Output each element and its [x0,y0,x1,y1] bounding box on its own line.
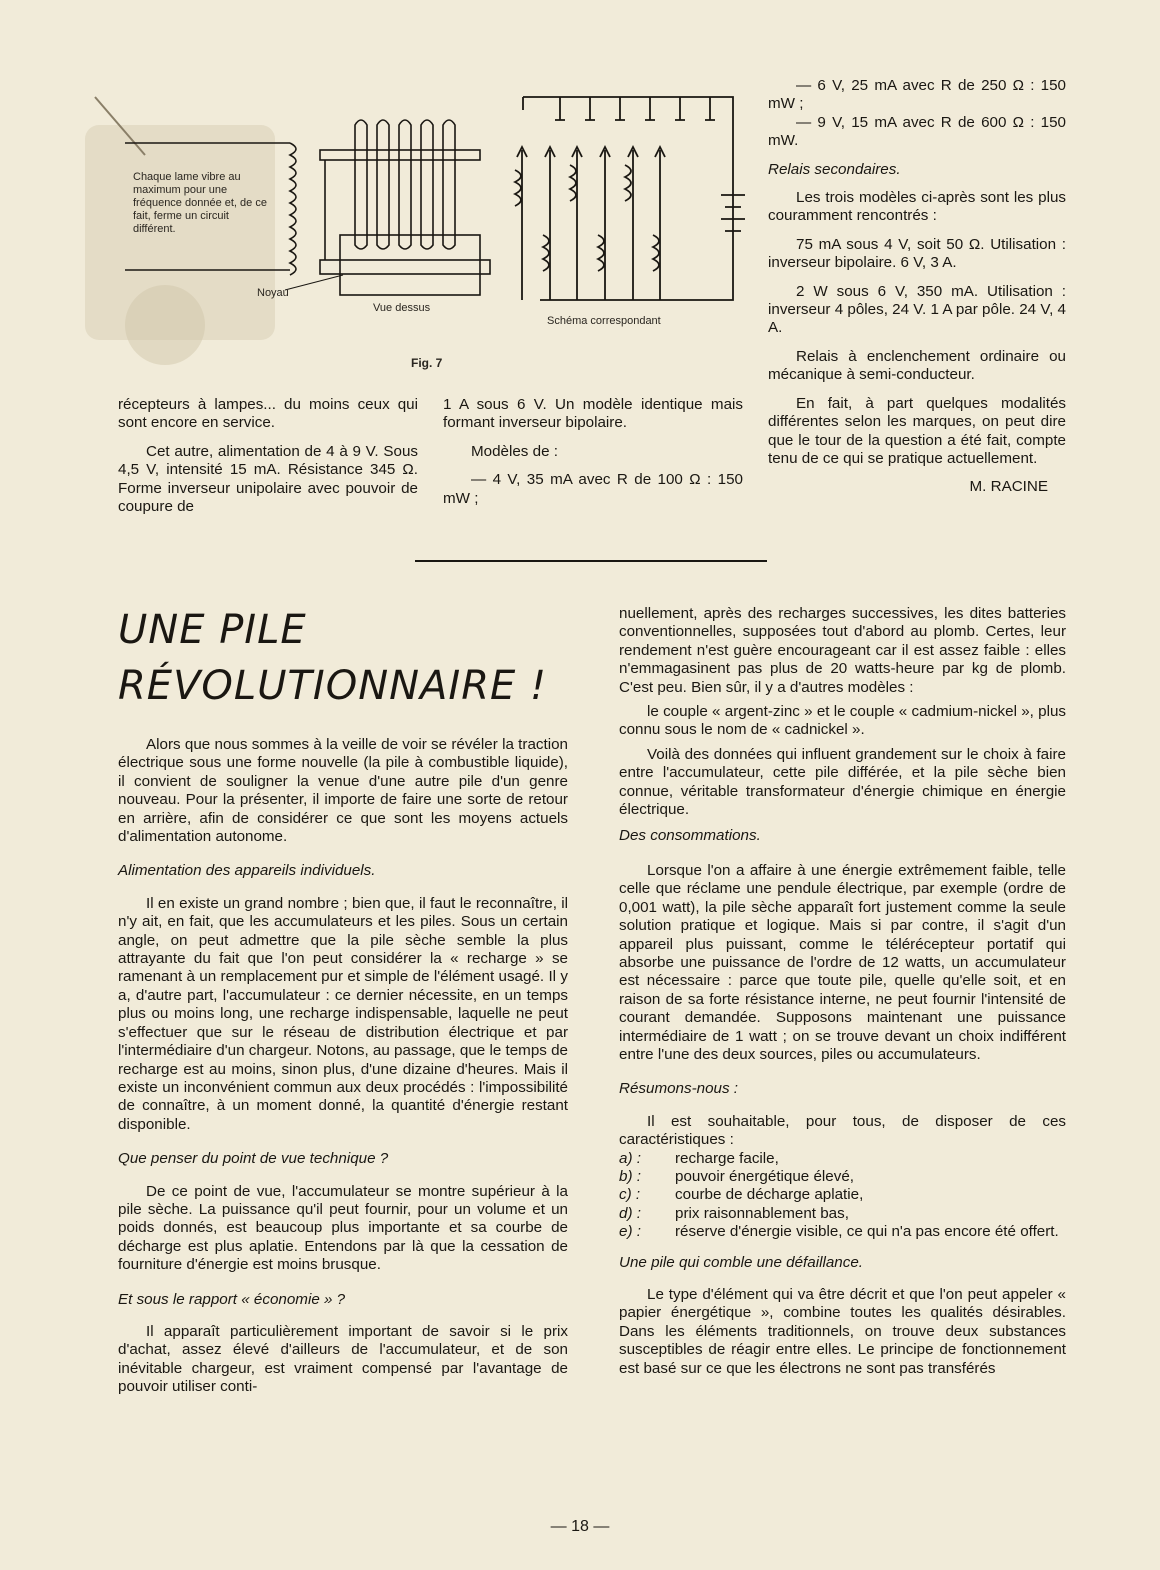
coil-turns-left [290,143,296,275]
heading-economie: Et sous le rapport « économie » ? [118,1290,346,1308]
faded-device-dial [125,285,205,365]
top-col3-list-1: — 6 V, 25 mA avec R de 250 Ω : 150 mW ; [768,77,1066,113]
top-column-2 [443,396,743,508]
list-item: e) : réserve d'énergie visible, ce qui n'a pas encore été offert. [619,1223,1059,1241]
noyau-pointer [285,275,343,290]
list-item: d) : prix raisonnablement bas, [619,1204,849,1222]
top-col3-p5: En fait, à part quelques modalités différentes selon les marques, on peut dire que le tour de la question a été fait, compte tenu de ce qui se pratique actuellement. [768,394,1066,467]
label-schema: Schéma correspondant [547,315,661,327]
heading-resumons: Résumons-nous : [619,1080,739,1098]
heading-technique: Que penser du point de vue technique ? [118,1150,389,1168]
para-donnees: Voilà des données qui influent grandement sur le choix à faire entre l'accumulateur, cette pile différée, et la pile sèche bien connue, véritable transformateur d'énergie chimique en énergie électrique. [619,745,1066,819]
page-number: — 18 — [550,1518,610,1535]
list-item: a) : recharge facile, [619,1149,779,1167]
list-item: b) : pouvoir énergétique élevé, [619,1167,855,1185]
heading-alimentation: Alimentation des appareils individuels. [118,862,376,880]
core-bottom [320,260,490,274]
fig-label: Fig. 7 [411,356,443,370]
top-column-1 [118,396,418,516]
para-resumons: Il est souhaitable, pour tous, de disposer de ces caractéristiques : [619,1112,1066,1149]
figure-note: Chaque lame vibre au maximum pour une fréquence donnée et, de ce fait, ferme un circuit différent. [133,171,267,235]
section-divider [415,560,767,562]
para-continuation: nuellement, après des recharges successives, les dites batteries conventionnelles, supposées tout d'abord au plomb. Certes, leur rendement n'est guère encourageant car il est assez faible : elles n'emmagasinent pas plus de 20 watts-heure par kg de plomb. C'est peu. Bien sûr, il y a d'autres modèles : [619,605,1066,696]
top-col2-p1: 1 A sous 6 V. Un modèle identique mais formant inverseur bipolaire. [443,396,743,432]
para-consommations: Lorsque l'on a affaire à une énergie extrêmement faible, telle celle que réclame une pendule électrique, par exemple (ordre de 0,001 watt), la pile sèche apparaît fort justement comme la seule solution pratique et logique. Mais si par contre, il s'agit d'un appareil plus puissant, comme le télérécepteur portatif qui absorbe une puissance de l'ordre de 12 watts, un accumulateur est nécessaire : parce que toute pile, quelle qu'elle soit, et en raison de sa forte résistance interne, ne peut fournir l'intensité de courant demandée. Supposons maintenant une puissance intermédiaire de 1 watt ; on se trouve devant un choix indifférent entre l'une des deux sources, piles ou accumulateurs. [619,861,1066,1063]
title-line-2: RÉVOLUTIONNAIRE ! [118,663,548,709]
title-line-1: UNE PILE [118,607,307,653]
heading-defaillance: Une pile qui comble une défaillance. [619,1253,864,1271]
top-col3-list-2: — 9 V, 15 mA avec R de 600 Ω : 150 mW. [768,113,1066,150]
characteristics-list [619,1150,1066,1242]
para-couples: le couple « argent-zinc » et le couple « cadmium-nickel », plus connu sous le nom de « cadnickel ». [619,703,1066,739]
para-technique: De ce point de vue, l'accumulateur se montre supérieur à la pile sèche. La puissance qu'il peut fournir, pour un volume et un poids donnés, est beaucoup plus importante et sa courbe de décharge est plus aplatie. Entendons par là que la cessation de fourniture d'énergie est moins brusque. [118,1182,568,1274]
top-col3-p2: 75 mA sous 4 V, soit 50 Ω. Utilisation : inverseur bipolaire. 6 V, 3 A. [768,235,1066,272]
para-economie: Il apparaît particulièrement important de savoir si le prix d'achat, assez élevé d'ailleurs de l'accumulateur, et de son inévitable chargeur, est vraiment compensé par l'avantage de pouvoir utiliser conti- [118,1322,568,1396]
article-column-right [619,605,1066,1378]
figure-7 [85,85,765,380]
heading-consommations: Des consommations. [619,827,761,845]
para-defaillance: Le type d'élément qui va être décrit et que l'on peut appeler « papier énergétique », combine toutes les qualités désirables. Dans les éléments traditionnels, on trouve deux substances susceptibles de réagir entre elles. Le principe de fonctionnement est basé sur ce que les électrons ne sont pas transférés [619,1286,1066,1377]
top-column-3 [768,77,1066,497]
article-column-left [118,736,568,1397]
label-noyau: Noyau [257,287,289,299]
top-col2-p2: Modèles de : [471,442,558,460]
core-top [320,150,480,160]
top-col1-p2: Cet autre, alimentation de 4 à 9 V. Sous 4,5 V, intensité 15 mA. Résistance 345 Ω. Forme inverseur unipolaire avec pouvoir de coupure de [118,442,418,516]
intro: Alors que nous sommes à la veille de voir se révéler la traction électrique sous une forme nouvelle (la pile à combustible liquide), il convient de souligner la venue d'une autre pile d'un genre nouveau. Pour la présenter, il importe de faire une sorte de retour en arrière, afin de considérer ce que sont les moyens actuels d'alimentation autonome. [118,736,568,846]
top-col3-p3: 2 W sous 6 V, 350 mA. Utilisation : inverseur 4 pôles, 24 V. 1 A par pôle. 24 V, 4 A. [768,282,1066,337]
top-col2-p3: — 4 V, 35 mA avec R de 100 Ω : 150 mW ; [443,471,743,507]
label-vue-dessus: Vue dessus [373,302,431,314]
schema [515,97,745,300]
top-col3-p4: Relais à enclenchement ordinaire ou mécanique à semi-conducteur. [768,347,1066,384]
top-col1-p1: récepteurs à lampes... du moins ceux qui sont encore en service. [118,396,418,432]
top-col3-p1: Les trois modèles ci-après sont les plus couramment rencontrés : [768,189,1066,225]
list-item: c) : courbe de décharge aplatie, [619,1186,864,1204]
para-alimentation: Il en existe un grand nombre ; bien que, il faut le reconnaître, il n'y ait, en fait, que les accumulateurs et les piles. Sous un certain angle, on peut admettre que la pile sèche semble la plus attrayante du fait que l'on peut considérer la « recharge » se ramenant à un remplacement pur et simple de l'élément usagé. Il y a, d'autre part, l'accumulateur : ce dernier nécessite, en un temps plus ou moins long, une recharge indispensable, laquelle ne peut s'effectuer que sur le réseau de distribution électrique et par l'intermédiaire d'un chargeur. Notons, au passage, que le temps de recharge est au moins, sinon plus, d'une dizaine d'heures. Mais il existe un inconvénient commun aux deux procédés : l'impossibilité de connaître, à un moment donné, la quantité d'énergie restant disponible. [118,894,568,1133]
article-title [118,605,588,711]
base-block [340,235,480,295]
top-col3-heading: Relais secondaires. [768,160,901,178]
reeds [355,120,455,249]
signature: M. RACINE [969,478,1048,496]
